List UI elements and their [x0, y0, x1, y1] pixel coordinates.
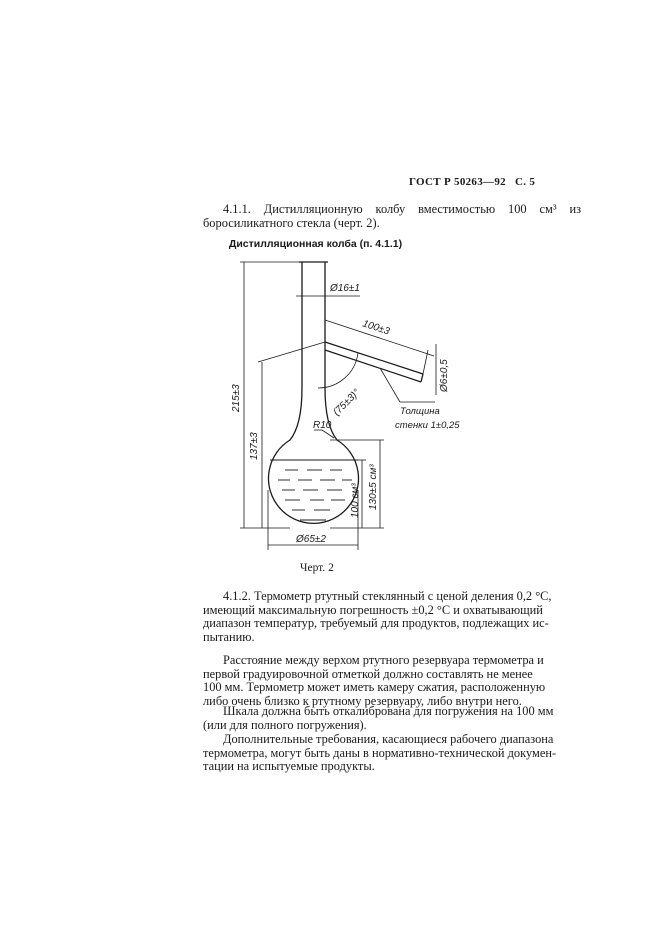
- text-line: Дополнительные требования, касающиеся рабочего диапазона: [223, 732, 554, 746]
- page-number: С. 5: [514, 176, 536, 188]
- dim-side-tube-height: 137±3: [249, 432, 260, 460]
- text-line: термометра, могут быть даны в нормативно-технической докумен-: [203, 745, 557, 760]
- dim-angle: (75±3)°: [331, 387, 363, 419]
- paragraph-scale: [203, 705, 581, 732]
- text-line: 4.1.2. Термометр ртутный стеклянный с ценой деления 0,2 °С,: [223, 589, 552, 603]
- dim-liquid-volume: 100 см³: [350, 483, 361, 518]
- dim-total-height: 215±3: [231, 384, 242, 412]
- dim-side-tube-length: 100±3: [361, 318, 391, 338]
- paragraph-distance: [203, 654, 581, 708]
- section-4-1-2: [203, 590, 581, 644]
- text-line: первой градуировочной отметкой должно составлять не менее: [203, 666, 533, 681]
- figure-title: Дистилляционная колба (п. 4.1.1): [228, 238, 403, 250]
- dim-wall-thickness-label: Толщина: [400, 406, 440, 417]
- text-line: либо очень близко к ртутному резервуару, либо внутри него.: [203, 693, 522, 708]
- dim-neck-diameter: Ø16±1: [330, 283, 360, 294]
- text-line: 100 мм. Термометр может иметь камеру сжатия, расположенную: [203, 680, 546, 695]
- dim-radius: R10: [313, 420, 332, 431]
- text-line: имеющий максимальную погрешность ±0,2 °С и охватывающий: [203, 602, 543, 617]
- text-line: тации на испытуемые продукты.: [203, 759, 375, 774]
- dim-bulb-diameter: Ø65±2: [296, 534, 326, 545]
- text-line: Шкала должна быть откалибрована для погружения на 100 мм: [223, 704, 554, 718]
- standard-number: ГОСТ Р 50263—92: [409, 176, 506, 188]
- dim-wall-thickness-value: стенки 1±0,25: [395, 420, 460, 431]
- text-line: пытанию.: [203, 629, 255, 644]
- text-line: Расстояние между верхом ртутного резервуара термометра и: [223, 653, 544, 667]
- text-line: диапазон температур, требуемый для продуктов, подлежащих ис-: [203, 616, 549, 631]
- figure-caption: Черт. 2: [300, 562, 334, 574]
- section-4-1-1-text: 4.1.1. Дистилляционную колбу вместимостью 100 см³ из боросиликатного стекла (черт. 2).: [203, 202, 581, 230]
- paragraph-additional: [203, 733, 581, 774]
- dim-bulb-height: 130±5 см³: [368, 464, 379, 510]
- dim-side-tube-diameter: Ø6±0,5: [439, 359, 450, 392]
- text-line: (или для полного погружения).: [203, 717, 367, 732]
